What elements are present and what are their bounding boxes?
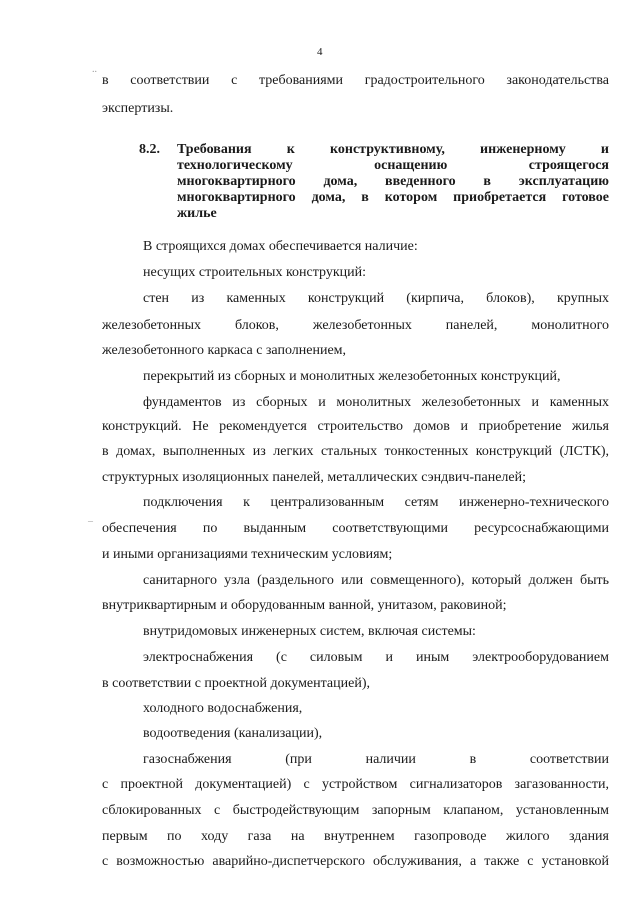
text-line: внутридомовых инженерных систем, включая системы:: [143, 624, 476, 639]
text-line: внутриквартирным и оборудованным ванной, унитазом, раковиной;: [102, 598, 507, 613]
text-line: подключения к централизованным сетям инженерно-технического: [143, 495, 609, 510]
text-line: в домах, выполненных из легких стальных тонкостенных конструкций (ЛСТК),: [102, 444, 609, 459]
text-line: в соответствии с требованиями градостроительного законодательства: [102, 73, 609, 88]
text-line: перекрытий из сборных и монолитных железобетонных конструкций,: [143, 369, 561, 384]
text-line: газоснабжения (при наличии в соответствии: [143, 752, 609, 767]
text-line: холодного водоснабжения,: [143, 701, 303, 716]
text-line: сблокированных с быстродействующим запорным клапаном, установленным: [102, 803, 609, 818]
section-title-line: многоквартирного дома, в котором приобретается готовое: [177, 190, 609, 205]
page-number: 4: [317, 46, 323, 58]
text-line: фундаментов из сборных и монолитных железобетонных и каменных: [143, 395, 609, 410]
section-title-line: многоквартирного дома, введенного в эксплуатацию: [177, 174, 609, 189]
text-line: конструкций. Не рекомендуется строительство домов и приобретение жилья: [102, 419, 609, 434]
text-line: обеспечения по выданным соответствующими ресурсоснабжающими: [102, 521, 609, 536]
text-line: структурных изоляционных панелей, металлических сэндвич-панелей;: [102, 470, 527, 485]
text-line: первым по ходу газа на внутреннем газопроводе жилого здания: [102, 829, 609, 844]
text-line: железобетонных блоков, железобетонных панелей, монолитного: [102, 318, 609, 333]
section-number: 8.2.: [139, 142, 160, 157]
text-line: с проектной документацией) с устройством сигнализаторов загазованности,: [102, 777, 609, 792]
text-line: электроснабжения (с силовым и иным электрооборудованием: [143, 650, 609, 665]
text-line: с возможностью аварийно-диспетчерского обслуживания, а также с установкой: [102, 854, 609, 869]
text-line: несущих строительных конструкций:: [143, 265, 367, 280]
text-line: В строящихся домах обеспечивается наличие:: [143, 239, 418, 254]
section-title-line: Требования к конструктивному, инженерному и: [177, 142, 609, 157]
text-line: экспертизы.: [102, 101, 174, 116]
scan-mark: ..: [92, 64, 97, 75]
text-line: санитарного узла (раздельного или совмещенного), который должен быть: [143, 573, 609, 588]
text-line: в соответствии с проектной документацией),: [102, 676, 370, 691]
text-line: и иными организациями техническим условиям;: [102, 547, 393, 562]
text-line: железобетонного каркаса с заполнением,: [102, 343, 347, 358]
section-title-line: жилье: [177, 206, 217, 221]
text-line: водоотведения (канализации),: [143, 726, 323, 741]
scan-mark: –: [88, 516, 93, 527]
section-title-line: технологическому оснащению строящегося: [177, 158, 609, 173]
text-line: стен из каменных конструкций (кирпича, блоков), крупных: [143, 291, 609, 306]
